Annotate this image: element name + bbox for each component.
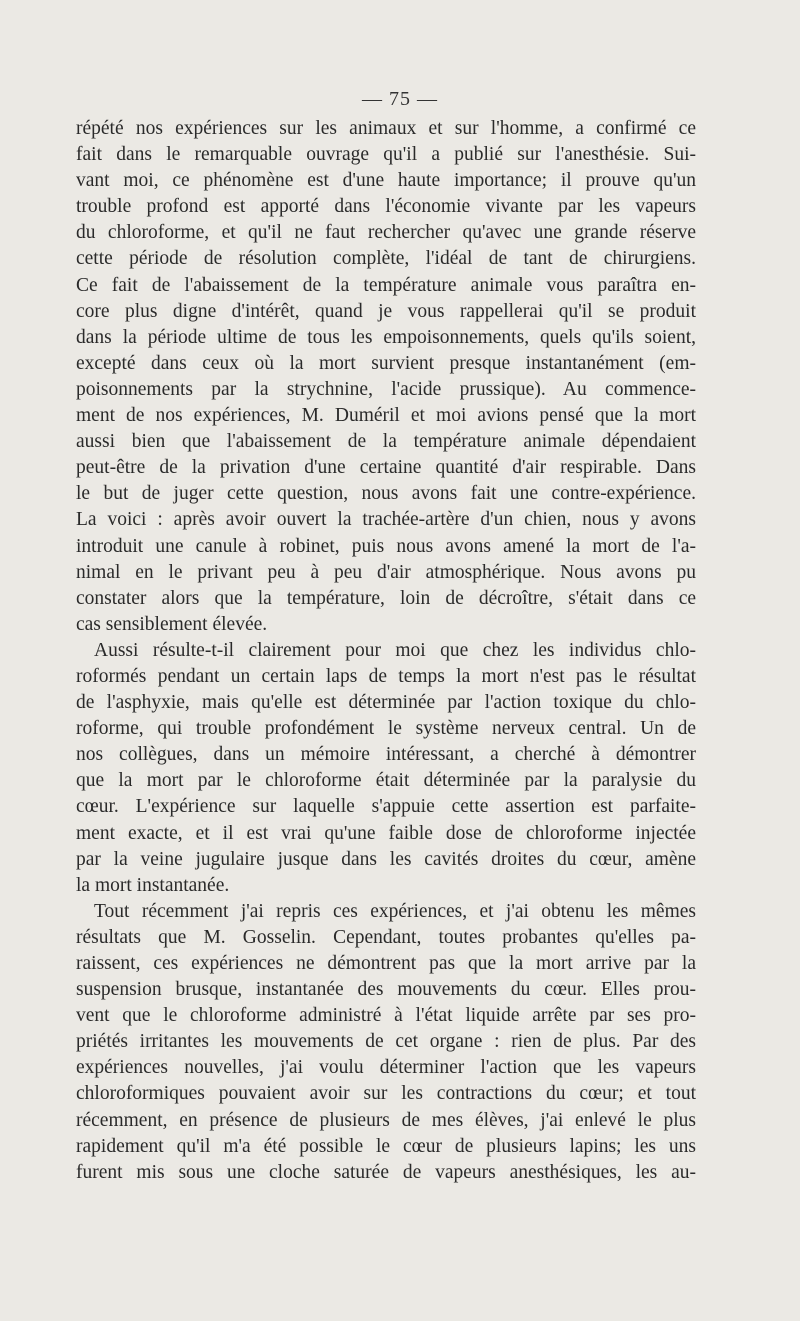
text-line: furent mis sous une cloche saturée de vapeurs anesthésiques, les au- [76,1161,696,1183]
text-line: répété nos expériences sur les animaux et sur l'homme, a confirmé ce [76,118,696,139]
text-line: ment exacte, et il est vrai qu'une faible dose de chloroforme injectée [76,822,696,844]
text-line: rapidement qu'il m'a été possible le cœur de plusieurs lapins; les uns [76,1135,696,1157]
text-line: le but de juger cette question, nous avons fait une contre-expérience. [76,483,696,505]
page-number: — 75 — [362,88,438,110]
text-line: raissent, ces expériences ne démontrent pas que la mort arrive par la [76,953,696,974]
text-line: La voici : après avoir ouvert la trachée-artère d'un chien, nous y avons [76,509,696,531]
text-line: suspension brusque, instantanée des mouvements du cœur. Elles prou- [76,979,696,1001]
text-line: chloroformiques pouvaient avoir sur les contractions du cœur; et tout [76,1083,696,1105]
text-line: cette période de résolution complète, l'idéal de tant de chirurgiens. [76,248,696,270]
text-line: dans la période ultime de tous les empoisonnements, quels qu'ils soient, [76,326,696,348]
text-line: excepté dans ceux où la mort survient presque instantanément (em- [76,352,696,374]
text-line: Tout récemment j'ai repris ces expériences, et j'ai obtenu les mêmes [94,900,696,922]
text-line: constater alors que la température, loin de décroître, s'était dans ce [76,587,696,609]
text-line: du chloroforme, et qu'il ne faut rechercher qu'avec une grande réserve [76,222,696,244]
text-line: ment de nos expériences, M. Duméril et moi avions pensé que la mort [76,405,696,427]
text-line: la mort instantanée. [76,874,230,896]
text-line: priétés irritantes les mouvements de cet organe : rien de plus. Par des [76,1031,696,1053]
text-line: vent que le chloroforme administré à l'état liquide arrête par ses pro- [76,1005,696,1027]
text-line: Ce fait de l'abaissement de la température animale vous paraîtra en- [76,274,696,296]
text-line: nos collègues, dans un mémoire intéressant, a cherché à démontrer [76,744,696,766]
text-line: introduit une canule à robinet, puis nous avons amené la mort de l'a- [76,535,696,557]
text-line: poisonnements par la strychnine, l'acide prussique). Au commence- [76,378,696,400]
text-line: core plus digne d'intérêt, quand je vous rappellerai qu'il se produit [76,300,696,322]
text-line: trouble profond est apporté dans l'économie vivante par les vapeurs [76,196,696,218]
text-line: par la veine jugulaire jusque dans les cavités droites du cœur, amène [76,848,696,870]
text-line: roforme, qui trouble profondément le système nerveux central. Un de [76,718,696,740]
text-line: vant moi, ce phénomène est d'une haute importance; il prouve qu'un [76,170,696,192]
text-line: Aussi résulte-t-il clairement pour moi que chez les individus chlo- [94,639,696,661]
text-line: cœur. L'expérience sur laquelle s'appuie cette assertion est parfaite- [76,796,696,818]
body-text [76,116,696,1186]
text-line: roformés pendant un certain laps de temps la mort n'est pas le résultat [76,665,696,687]
text-line: récemment, en présence de plusieurs de mes élèves, j'ai enlevé le plus [76,1109,696,1131]
text-line: que la mort par le chloroforme était déterminée par la paralysie du [76,770,696,792]
text-line: aussi bien que l'abaissement de la température animale dépendaient [76,431,696,453]
text-line: fait dans le remarquable ouvrage qu'il a publié sur l'anesthésie. Sui- [76,144,696,166]
text-line: peut-être de la privation d'une certaine quantité d'air respirable. Dans [76,457,696,479]
text-line: expériences nouvelles, j'ai voulu déterminer l'action que les vapeurs [76,1057,696,1079]
text-line: résultats que M. Gosselin. Cependant, toutes probantes qu'elles pa- [76,926,696,948]
text-line: de l'asphyxie, mais qu'elle est déterminée par l'action toxique du chlo- [76,692,696,714]
text-line: cas sensiblement élevée. [76,613,268,635]
text-line: nimal en le privant peu à peu d'air atmosphérique. Nous avons pu [76,561,696,583]
